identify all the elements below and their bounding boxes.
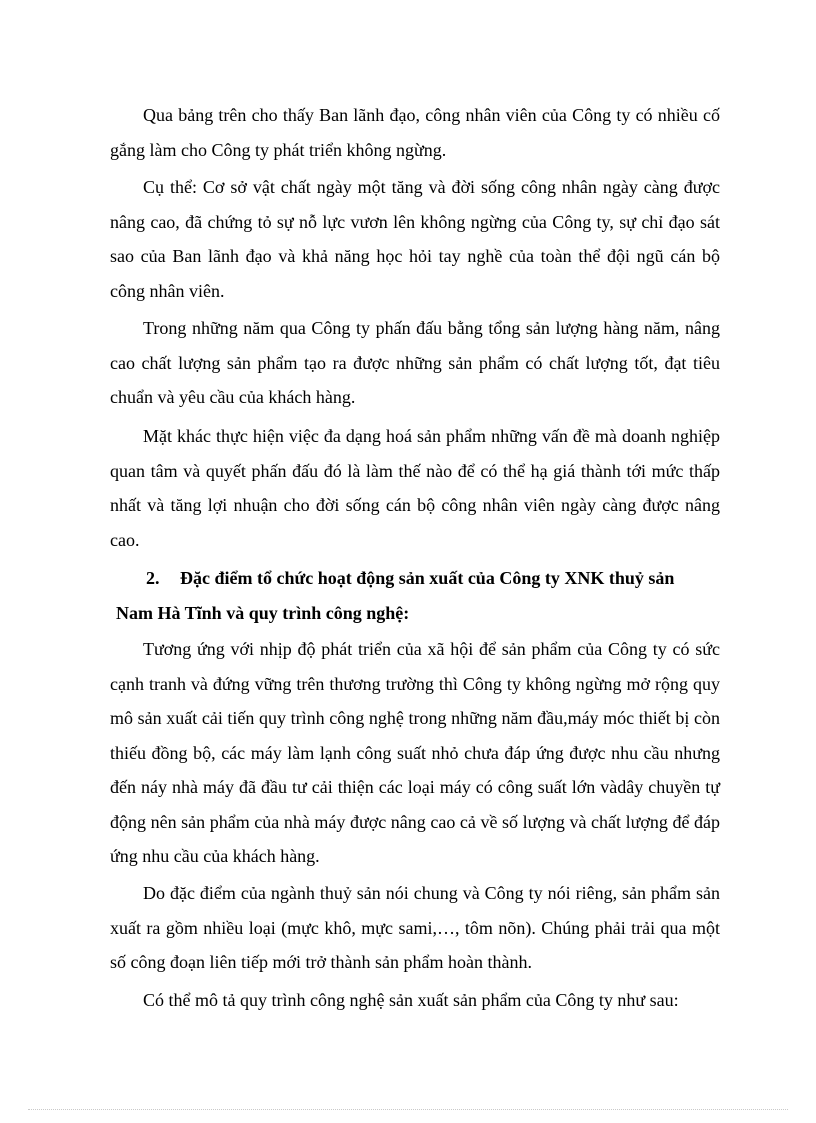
paragraph-2 <box>110 170 720 308</box>
section-heading-line1: Đặc điểm tổ chức hoạt động sản xuất của Công ty XNK thuỷ sản <box>180 568 675 588</box>
paragraph-3 <box>110 311 720 415</box>
paragraph-4-text: Mặt khác thực hiện việc đa dạng hoá sản phẩm những vấn đề mà doanh nghiệp quan tâm và quyết phấn đấu đó là làm thế nào để có thể hạ giá thành tới mức thấp nhất và tăng lợi nhuận cho đời sống cán bộ công nhân viên ngày càng được nâng cao. <box>110 426 720 550</box>
paragraph-5-text: Tương ứng với nhịp độ phát triển của xã hội để sản phẩm của Công ty có sức cạnh tranh và đứng vững trên thương trường thì Công ty không ngừng mở rộng quy mô sản xuất cải tiến quy trình công nghệ trong những năm đầu,máy móc thiết bị còn thiếu đồng bộ, các máy làm lạnh công suất nhỏ chưa đáp ứng được nhu cầu nhưng đến náy nhà máy đã đầu tư cải thiện các loại máy có công suất lớn vàdây chuyền tự động nên sản phẩm của nhà máy được nâng cao cả về số lượng và chất lượng để đáp ứng nhu cầu của khách hàng. <box>110 639 720 866</box>
paragraph-7 <box>110 983 720 1018</box>
paragraph-5 <box>110 632 720 874</box>
section-heading <box>110 561 720 630</box>
paragraph-1 <box>110 98 720 167</box>
page-bottom-divider <box>28 1109 788 1110</box>
paragraph-6-text: Do đặc điểm của ngành thuỷ sản nói chung và Công ty nói riêng, sản phẩm sản xuất ra gồm nhiều loại (mực khô, mực sami,…, tôm nõn). Chúng phải trải qua một số công đoạn liên tiếp mới trở thành sản phẩm hoàn thành. <box>110 883 720 972</box>
paragraph-1-text: Qua bảng trên cho thấy Ban lãnh đạo, công nhân viên của Công ty có nhiều cố gắng làm cho Công ty phát triển không ngừng. <box>110 105 720 160</box>
section-number: 2. <box>146 568 160 588</box>
paragraph-6 <box>110 876 720 980</box>
paragraph-2-text: Cụ thể: Cơ sở vật chất ngày một tăng và đời sống công nhân ngày càng được nâng cao, đã chứng tỏ sự nỗ lực vươn lên không ngừng của Công ty, sự chỉ đạo sát sao của Ban lãnh đạo và khả năng học hỏi tay nghề của toàn thể đội ngũ cán bộ công nhân viên. <box>110 177 720 301</box>
paragraph-3-text: Trong những năm qua Công ty phấn đấu bằng tổng sản lượng hàng năm, nâng cao chất lượng sản phẩm tạo ra được những sản phẩm có chất lượng tốt, đạt tiêu chuẩn và yêu cầu của khách hàng. <box>110 318 720 407</box>
paragraph-7-text: Có thể mô tả quy trình công nghệ sản xuất sản phẩm của Công ty như sau: <box>143 990 679 1010</box>
paragraph-4 <box>110 419 720 557</box>
section-heading-line2: Nam Hà Tĩnh và quy trình công nghệ: <box>116 602 410 623</box>
